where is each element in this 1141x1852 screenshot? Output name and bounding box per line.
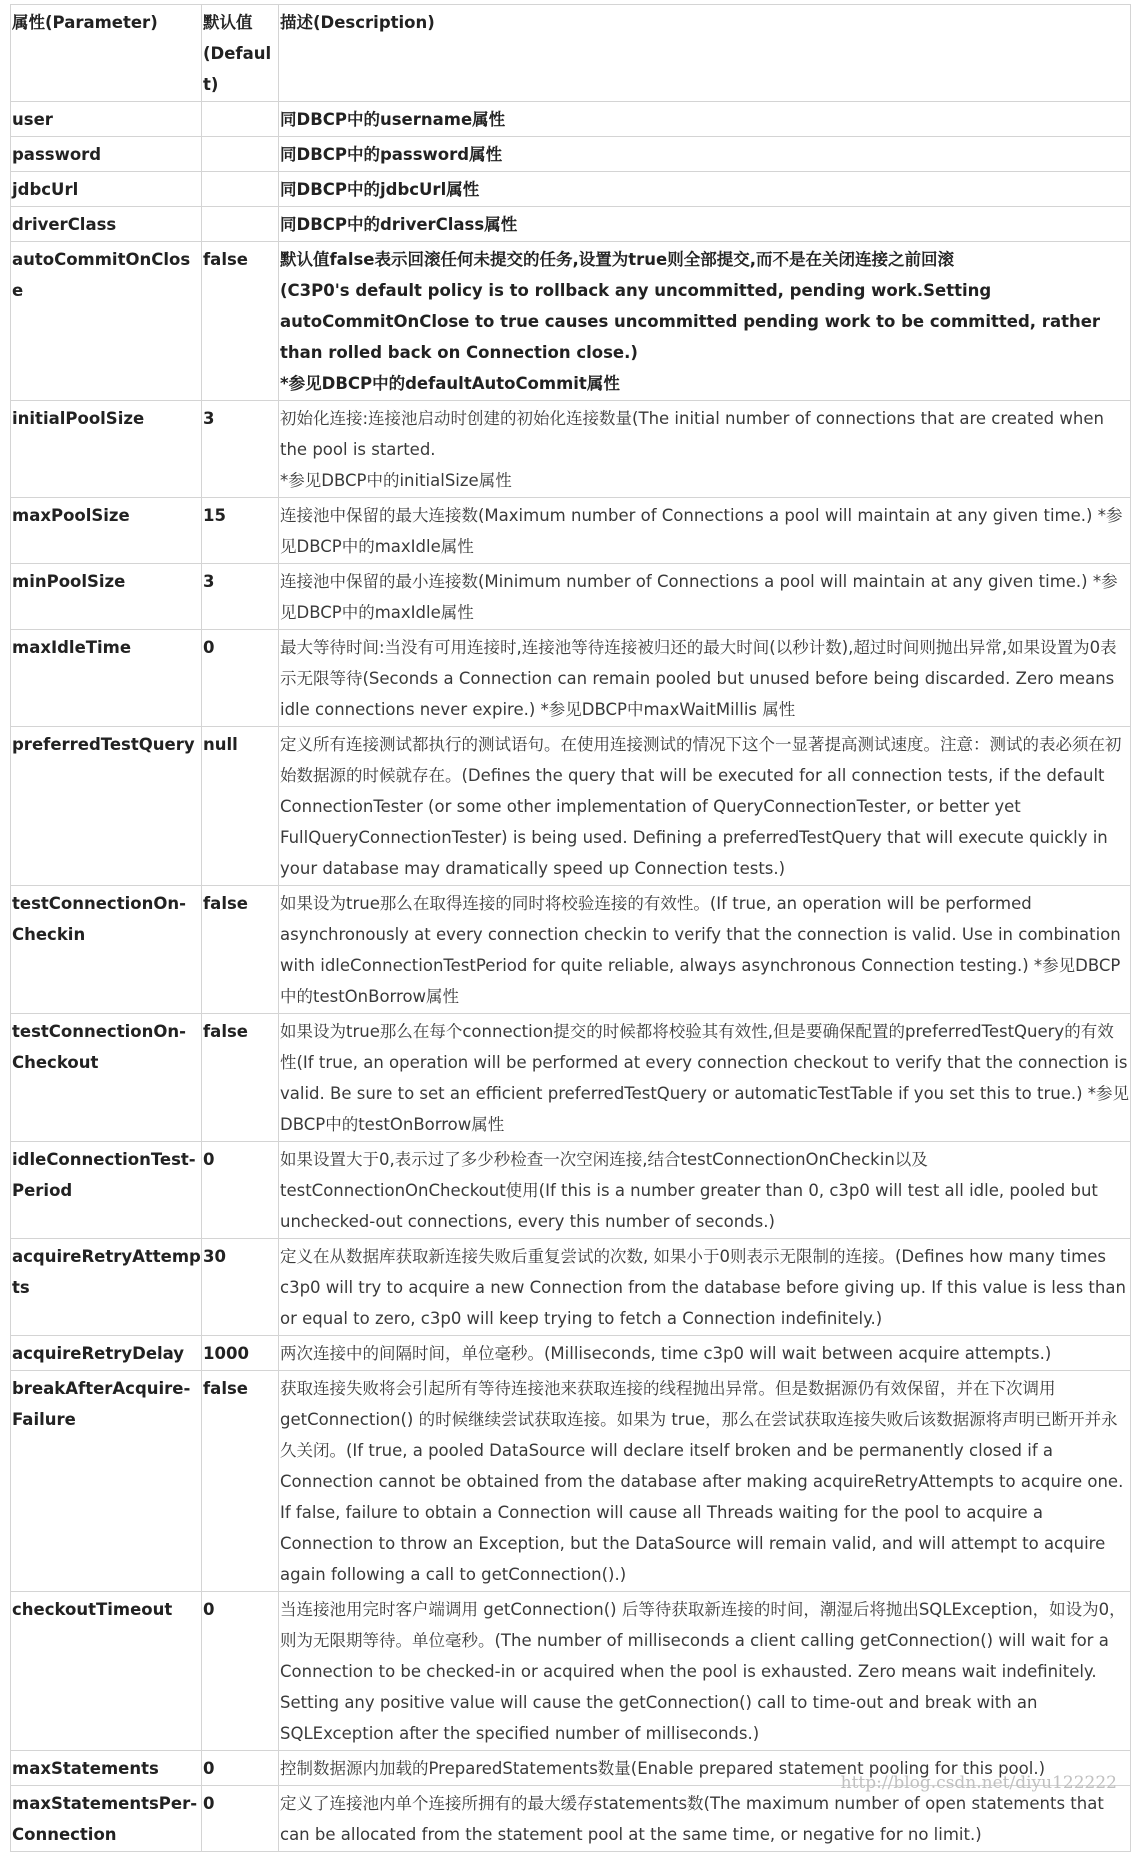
table-row — [11, 1592, 1131, 1751]
default-value-cell: 0 — [202, 1142, 279, 1239]
default-value-cell: 0 — [202, 1751, 279, 1786]
default-value-cell: 15 — [202, 498, 279, 564]
description-line: 控制数据源内加载的PreparedStatements数量(Enable prepared statement pooling for this pool.) — [280, 1759, 1046, 1778]
param-name-cell: maxStatements — [11, 1751, 202, 1786]
param-name-cell: maxPoolSize — [11, 498, 202, 564]
description-line: 当连接池用完时客户端调用 getConnection() 后等待获取新连接的时间，潮湿后将抛出SQLException，如设为0，则为无限期等待。单位毫秒。(The number of milliseconds a client calling getConnection() will wait for a Connection to be checked-in or acquired when the pool is exhausted. Zero means wait indefinitely. Setting any positive value will cause the getConnection() call to time-out and break with an SQLException after the specified number of milliseconds.) — [280, 1600, 1126, 1743]
description-line: 同DBCP中的username属性 — [280, 110, 506, 129]
description-line: 如果设为true那么在每个connection提交的时候都将校验其有效性,但是要确保配置的preferredTestQuery的有效性(If true, an operation will be performed at every connection checkout to verify that the connection is valid. Be sure to set an efficient preferredTestQuery or automaticTestTable if you set this to true.) *参见DBCP中的testOnBorrow属性 — [280, 1022, 1130, 1134]
description-cell — [279, 1371, 1131, 1592]
table-row — [11, 242, 1131, 401]
description-line: 两次连接中的间隔时间，单位毫秒。(Milliseconds, time c3p0 will wait between acquire attempts.) — [280, 1344, 1052, 1363]
description-cell — [279, 564, 1131, 630]
param-name-cell: jdbcUrl — [11, 172, 202, 207]
default-value-cell — [202, 102, 279, 137]
default-value-cell — [202, 137, 279, 172]
param-name-cell: autoCommitOnClose — [11, 242, 202, 401]
default-value-cell: 3 — [202, 401, 279, 498]
table-header-row — [11, 5, 1131, 102]
table-row — [11, 630, 1131, 727]
description-cell — [279, 727, 1131, 886]
description-cell — [279, 886, 1131, 1014]
description-cell — [279, 207, 1131, 242]
param-name-cell: password — [11, 137, 202, 172]
description-line: 如果设为true那么在取得连接的同时将校验连接的有效性。(If true, an operation will be performed asynchronously at every connection checkin to verify that the connection is valid. Use in combination with idleConnectionTestPeriod for quite reliable, always asynchronous Connection testing.) *参见DBCP中的testOnBorrow属性 — [280, 894, 1121, 1006]
param-name-cell: checkoutTimeout — [11, 1592, 202, 1751]
table-row — [11, 1371, 1131, 1592]
param-name-cell: preferredTestQuery — [11, 727, 202, 886]
table-body — [11, 5, 1131, 1852]
table-row — [11, 886, 1131, 1014]
description-line: 定义了连接池内单个连接所拥有的最大缓存statements数(The maximum number of open statements that can be allocated from the statement pool at the same time, or negative for no limit.) — [280, 1794, 1104, 1844]
description-line: 如果设置大于0,表示过了多少秒检查一次空闲连接,结合testConnectionOnCheckin以及testConnectionOnCheckout使用(If this is a number greater than 0, c3p0 will test all idle, pooled but unchecked-out connections, every this number of seconds.) — [280, 1150, 1098, 1231]
header-description: 描述(Description) — [279, 5, 1131, 102]
table-row — [11, 401, 1131, 498]
param-name-cell: driverClass — [11, 207, 202, 242]
param-name-cell: initialPoolSize — [11, 401, 202, 498]
table-row — [11, 1336, 1131, 1371]
default-value-cell: false — [202, 886, 279, 1014]
description-cell — [279, 1014, 1131, 1142]
description-cell — [279, 498, 1131, 564]
table-row — [11, 172, 1131, 207]
description-line: (C3P0's default policy is to rollback any uncommitted, pending work.Setting autoCommitOnClose to true causes uncommitted pending work to be committed, rather than rolled back on Connection close.) — [280, 281, 1101, 362]
table-row — [11, 564, 1131, 630]
default-value-cell: null — [202, 727, 279, 886]
description-cell — [279, 1786, 1131, 1852]
description-line: 同DBCP中的password属性 — [280, 145, 503, 164]
description-cell — [279, 1239, 1131, 1336]
description-line: *参见DBCP中的defaultAutoCommit属性 — [280, 374, 620, 393]
table-row — [11, 137, 1131, 172]
header-default: 默认值 (Default) — [202, 5, 279, 102]
description-cell — [279, 172, 1131, 207]
param-name-cell: user — [11, 102, 202, 137]
description-line: 初始化连接:连接池启动时创建的初始化连接数量(The initial number of connections that are created when the pool is started. — [280, 409, 1104, 459]
table-row — [11, 498, 1131, 564]
table-row — [11, 1786, 1131, 1852]
default-value-cell — [202, 207, 279, 242]
table-row — [11, 207, 1131, 242]
default-value-cell: 30 — [202, 1239, 279, 1336]
table-row — [11, 1239, 1131, 1336]
table-row — [11, 102, 1131, 137]
default-value-cell: false — [202, 1371, 279, 1592]
description-cell — [279, 1336, 1131, 1371]
table-row — [11, 1014, 1131, 1142]
description-line: 连接池中保留的最大连接数(Maximum number of Connections a pool will maintain at any given time.) *参见DBCP中的maxIdle属性 — [280, 506, 1123, 556]
description-cell — [279, 1592, 1131, 1751]
watermark-url: http://blog.csdn.net/diyu122222 — [840, 1773, 1117, 1793]
description-cell — [279, 630, 1131, 727]
default-value-cell: false — [202, 1014, 279, 1142]
default-value-cell: 1000 — [202, 1336, 279, 1371]
default-value-cell: 0 — [202, 1786, 279, 1852]
param-name-cell: maxStatementsPer- Connection — [11, 1786, 202, 1852]
description-line: 获取连接失败将会引起所有等待连接池来获取连接的线程抛出异常。但是数据源仍有效保留，并在下次调用getConnection() 的时候继续尝试获取连接。如果为 true，那么在尝试获取连接失败后该数据源将声明已断开并永久关闭。(If true, a pooled DataSource will declare itself broken and be permanently closed if a Connection cannot be obtained from the database after making acquireRetryAttempts to acquire one. If false, failure to obtain a Connection will cause all Threads waiting for the pool to acquire a Connection to throw an Exception, but the DataSource will remain valid, and will attempt to acquire again following a call to getConnection().) — [280, 1379, 1124, 1584]
description-cell — [279, 1142, 1131, 1239]
description-line: 默认值false表示回滚任何未提交的任务,设置为true则全部提交,而不是在关闭连接之前回滚 — [280, 250, 954, 269]
description-cell — [279, 401, 1131, 498]
default-value-cell: 3 — [202, 564, 279, 630]
default-value-cell: false — [202, 242, 279, 401]
default-value-cell: 0 — [202, 1592, 279, 1751]
description-cell — [279, 102, 1131, 137]
description-cell — [279, 137, 1131, 172]
param-name-cell: acquireRetryAttempts — [11, 1239, 202, 1336]
param-name-cell: acquireRetryDelay — [11, 1336, 202, 1371]
param-name-cell: minPoolSize — [11, 564, 202, 630]
description-line: 连接池中保留的最小连接数(Minimum number of Connections a pool will maintain at any given time.) *参见DBCP中的maxIdle属性 — [280, 572, 1118, 622]
description-line: *参见DBCP中的initialSize属性 — [280, 471, 512, 490]
default-value-cell — [202, 172, 279, 207]
param-name-cell: idleConnectionTest- Period — [11, 1142, 202, 1239]
default-value-cell: 0 — [202, 630, 279, 727]
description-line: 同DBCP中的jdbcUrl属性 — [280, 180, 480, 199]
parameter-table — [10, 4, 1131, 1852]
table-row — [11, 727, 1131, 886]
description-line: 定义所有连接测试都执行的测试语句。在使用连接测试的情况下这个一显著提高测试速度。注意：测试的表必须在初始数据源的时候就存在。(Defines the query that will be executed for all connection tests, if the default ConnectionTester (or some other implementation of QueryConnectionTester, or better yet FullQueryConnectionTester) is being used. Defining a preferredTestQuery that will execute quickly in your database may dramatically speed up Connection tests.) — [280, 735, 1122, 878]
param-name-cell: testConnectionOn- Checkout — [11, 1014, 202, 1142]
param-name-cell: maxIdleTime — [11, 630, 202, 727]
description-line: 定义在从数据库获取新连接失败后重复尝试的次数, 如果小于0则表示无限制的连接。(Defines how many times c3p0 will try to acquire a new Connection from the database before giving up. If this value is less than or equal to zero, c3p0 will keep trying to fetch a Connection indefinitely.) — [280, 1247, 1126, 1328]
table-row — [11, 1142, 1131, 1239]
header-parameter: 属性(Parameter) — [11, 5, 202, 102]
description-cell — [279, 242, 1131, 401]
param-name-cell: testConnectionOn- Checkin — [11, 886, 202, 1014]
description-line: 最大等待时间:当没有可用连接时,连接池等待连接被归还的最大时间(以秒计数),超过时间则抛出异常,如果设置为0表示无限等待(Seconds a Connection can remain pooled but unused before being discarded. Zero means idle connections never expire.) *参见DBCP中maxWaitMillis 属性 — [280, 638, 1117, 719]
param-name-cell: breakAfterAcquire- Failure — [11, 1371, 202, 1592]
description-line: 同DBCP中的driverClass属性 — [280, 215, 518, 234]
